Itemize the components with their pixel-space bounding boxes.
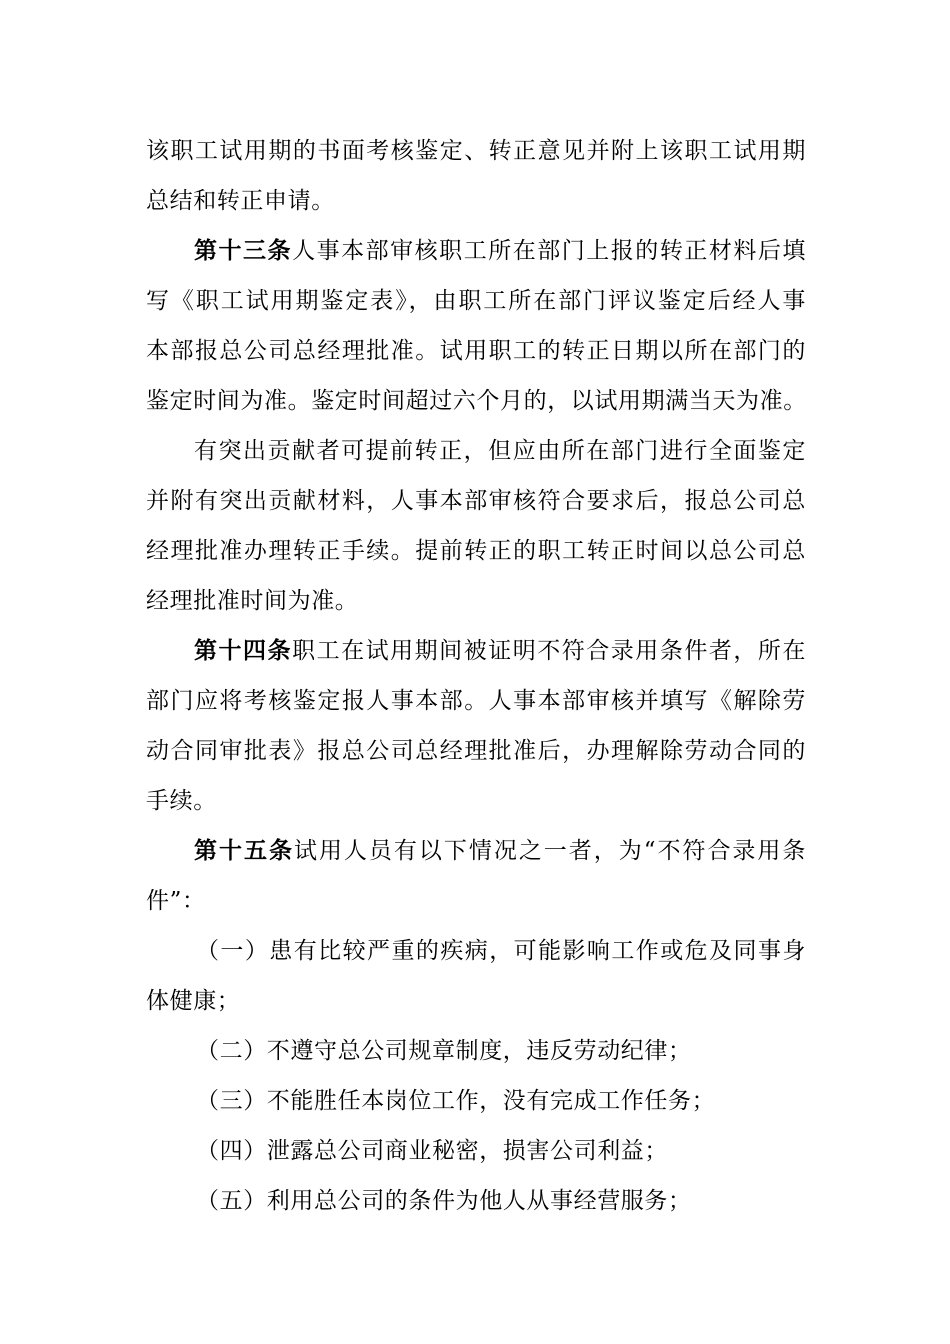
- text-line: 手续。: [146, 788, 217, 814]
- text-line: 总结和转正申请。: [146, 188, 335, 214]
- text-line: 动合同审批表》报总公司总经理批准后，办理解除劳动合同的: [146, 738, 806, 764]
- text-line: 写《职工试用期鉴定表》，由职工所在部门评议鉴定后经人事: [146, 288, 806, 314]
- text-line: 该职工试用期的书面考核鉴定、转正意见并附上该职工试用期: [146, 138, 806, 164]
- text-line: 经理批准办理转正手续。提前转正的职工转正时间以总公司总: [146, 538, 806, 564]
- text-line: 有突出贡献者可提前转正，但应由所在部门进行全面鉴定: [194, 438, 806, 464]
- list-item: （一）患有比较严重的疾病，可能影响工作或危及同事身: [196, 938, 806, 964]
- text-line: 鉴定时间为准。鉴定时间超过六个月的，以试用期满当天为准。: [146, 388, 807, 414]
- text-line: 并附有突出贡献材料，人事本部审核符合要求后，报总公司总: [146, 488, 806, 514]
- text-line: 本部报总公司总经理批准。试用职工的转正日期以所在部门的: [146, 338, 806, 364]
- text-line: 经理批准时间为准。: [146, 588, 359, 614]
- article-15-line: [194, 836, 806, 866]
- article-15-text: 试用人员有以下情况之一者，为“不符合录用条: [293, 838, 807, 864]
- article-13-label: 第十三条: [194, 237, 293, 264]
- list-item: （二）不遵守总公司规章制度，违反劳动纪律；: [196, 1038, 692, 1064]
- article-14-text: 职工在试用期间被证明不符合录用条件者，所在: [292, 638, 806, 664]
- text-line: 体健康；: [146, 988, 241, 1014]
- text-line: 部门应将考核鉴定报人事本部。人事本部审核并填写《解除劳: [146, 688, 806, 714]
- article-13-text: 人事本部审核职工所在部门上报的转正材料后填: [292, 238, 806, 264]
- list-item: （四）泄露总公司商业秘密，损害公司利益；: [196, 1138, 668, 1164]
- list-item: （三）不能胜任本岗位工作，没有完成工作任务；: [196, 1088, 716, 1114]
- article-14-label: 第十四条: [194, 637, 293, 664]
- list-item: （五）利用总公司的条件为他人从事经营服务；: [196, 1188, 692, 1214]
- text-line: 件”：: [146, 888, 206, 914]
- article-13-line: [194, 236, 806, 266]
- article-15-label: 第十五条: [194, 837, 294, 864]
- article-14-line: [194, 636, 806, 666]
